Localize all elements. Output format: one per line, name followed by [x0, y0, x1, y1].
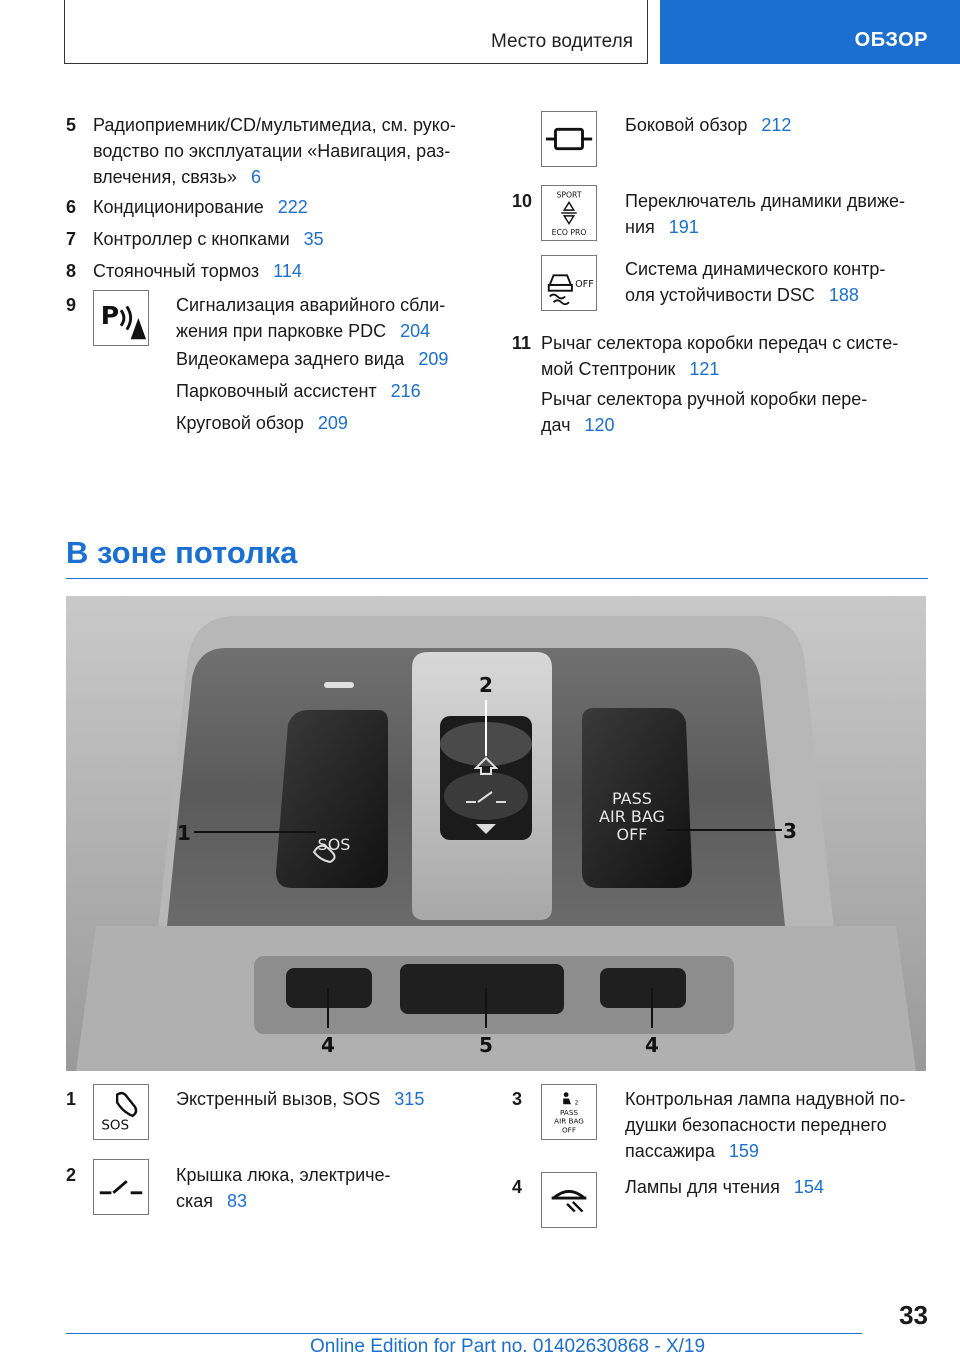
item-text: Круговой обзор — [176, 413, 304, 433]
list-item — [176, 292, 445, 344]
page-reference-link[interactable]: 121 — [689, 359, 720, 379]
item-text: Контроллер с кнопками — [93, 229, 290, 249]
list-item — [625, 256, 885, 308]
page-reference-link[interactable]: 114 — [273, 261, 302, 281]
item-text: ская — [176, 1191, 214, 1211]
section-divider — [66, 578, 928, 579]
overhead-console-photo — [66, 596, 926, 1071]
item-text: Система динамического контр- — [625, 259, 886, 279]
page-reference-link[interactable]: 159 — [728, 1141, 759, 1161]
page-reference-link[interactable]: 83 — [227, 1191, 248, 1211]
page-reference-link[interactable]: 216 — [390, 381, 421, 401]
svg-text:P: P — [100, 300, 120, 330]
list-item — [625, 1174, 824, 1200]
item-text: Кондиционирование — [93, 197, 264, 217]
page-number: 33 — [899, 1300, 928, 1330]
svg-text:2: 2 — [574, 1100, 579, 1107]
header-section-box — [64, 0, 648, 64]
list-item — [625, 112, 791, 138]
airbag-label-line: OFF — [616, 825, 648, 844]
item-text: дач — [541, 415, 571, 435]
page-reference-link[interactable]: 212 — [761, 115, 792, 135]
icon-label: OFF — [562, 1125, 576, 1135]
item-number: 8 — [66, 261, 77, 281]
item-text: водство по эксплуатации «Навигация, раз- — [93, 141, 451, 161]
sos-phone-icon — [93, 1084, 149, 1140]
item-number: 6 — [66, 197, 77, 217]
list-item — [176, 1086, 424, 1112]
page-reference-link[interactable]: 191 — [668, 217, 699, 237]
item-number: 1 — [66, 1089, 77, 1109]
driving-dynamics-switch-icon — [541, 185, 597, 241]
section-title: В зоне потолка — [66, 535, 298, 570]
item-number: 5 — [66, 115, 77, 135]
item-text: жения при парковке PDC — [176, 321, 387, 341]
icon-label: SOS — [101, 1117, 130, 1134]
page-reference-link[interactable]: 209 — [418, 349, 449, 369]
dsc-off-icon — [541, 255, 597, 311]
icon-label: ECO PRO — [551, 228, 587, 238]
callout-number: 1 — [177, 821, 191, 845]
side-view-camera-icon — [541, 111, 597, 167]
item-text: душки безопасности переднего — [625, 1115, 887, 1135]
page-reference-link[interactable]: 209 — [317, 413, 348, 433]
header-chapter-tab[interactable] — [660, 0, 960, 64]
page-reference-link[interactable]: 154 — [793, 1177, 824, 1197]
item-text: Переключатель динамики движе- — [625, 191, 906, 211]
list-item — [176, 378, 421, 404]
list-item — [93, 258, 302, 284]
list-item — [93, 194, 308, 220]
item-number: 11 — [512, 333, 532, 353]
callout-number: 4 — [645, 1033, 659, 1057]
page-reference-link[interactable]: 222 — [277, 197, 308, 217]
item-text: Рычаг селектора ручной коробки пере- — [541, 389, 868, 409]
item-text: Лампы для чтения — [625, 1177, 780, 1197]
item-number: 7 — [66, 229, 77, 249]
park-distance-control-icon — [93, 290, 149, 346]
sos-button-label: SOS — [317, 835, 351, 854]
icon-label: AIR BAG — [554, 1116, 584, 1126]
callout-number: 5 — [479, 1033, 493, 1057]
item-text: Стояночный тормоз — [93, 261, 260, 281]
list-item — [93, 112, 456, 190]
header-chapter-label: ОБЗОР — [854, 29, 928, 51]
page-reference-link[interactable]: 6 — [250, 167, 261, 187]
item-text: Боковой обзор — [625, 115, 748, 135]
icon-label: OFF — [575, 278, 594, 290]
passenger-airbag-off-icon — [541, 1084, 597, 1140]
item-text: оля устойчивости DSC — [625, 285, 815, 305]
reading-lamp-icon — [541, 1172, 597, 1228]
icon-label: SPORT — [556, 190, 582, 200]
page-reference-link[interactable]: 204 — [400, 321, 431, 341]
item-text: Крышка люка, электриче- — [176, 1165, 391, 1185]
list-item — [93, 226, 324, 252]
item-number: 9 — [66, 295, 77, 315]
item-number: 10 — [512, 191, 533, 211]
sunroof-icon — [93, 1159, 149, 1215]
item-text: Радиоприемник/CD/мультимедиа, см. руко- — [93, 115, 456, 135]
footer-divider — [66, 1333, 862, 1334]
page-reference-link[interactable]: 315 — [394, 1089, 425, 1109]
list-item — [176, 1162, 391, 1214]
list-item — [625, 1086, 905, 1164]
item-text: Рычаг селектора коробки передач с систе- — [541, 333, 899, 353]
callout-number: 4 — [321, 1033, 335, 1057]
item-text: мой Стептроник — [541, 359, 676, 379]
item-text: Экстренный вызов, SOS — [176, 1089, 381, 1109]
header-section-title: Место водителя — [491, 31, 633, 52]
list-item — [541, 386, 867, 438]
callout-number: 2 — [479, 673, 493, 697]
page-reference-link[interactable]: 188 — [828, 285, 859, 305]
item-text: Сигнализация аварийного сбли- — [176, 295, 446, 315]
list-item — [176, 346, 448, 372]
airbag-label-line: AIR BAG — [599, 807, 665, 826]
airbag-label-line: PASS — [612, 789, 652, 808]
item-number: 4 — [512, 1177, 523, 1197]
item-text: ния — [625, 217, 655, 237]
item-text: Парковочный ассистент — [176, 381, 377, 401]
list-item — [541, 330, 898, 382]
page-reference-link[interactable]: 35 — [303, 229, 324, 249]
item-number: 3 — [512, 1089, 523, 1109]
item-text: пассажира — [625, 1141, 715, 1161]
page-reference-link[interactable]: 120 — [584, 415, 615, 435]
callout-number: 3 — [783, 819, 797, 843]
item-text: влечения, связь» — [93, 167, 237, 187]
item-number: 2 — [66, 1165, 77, 1185]
footer-edition: Online Edition for Part no. 01402630868 - X/19 — [310, 1336, 706, 1357]
item-text: Видеокамера заднего вида — [176, 349, 405, 369]
list-item — [625, 188, 905, 240]
list-item — [176, 410, 348, 436]
item-text: Контрольная лампа надувной по- — [625, 1089, 906, 1109]
icon-label: PASS — [560, 1107, 578, 1117]
